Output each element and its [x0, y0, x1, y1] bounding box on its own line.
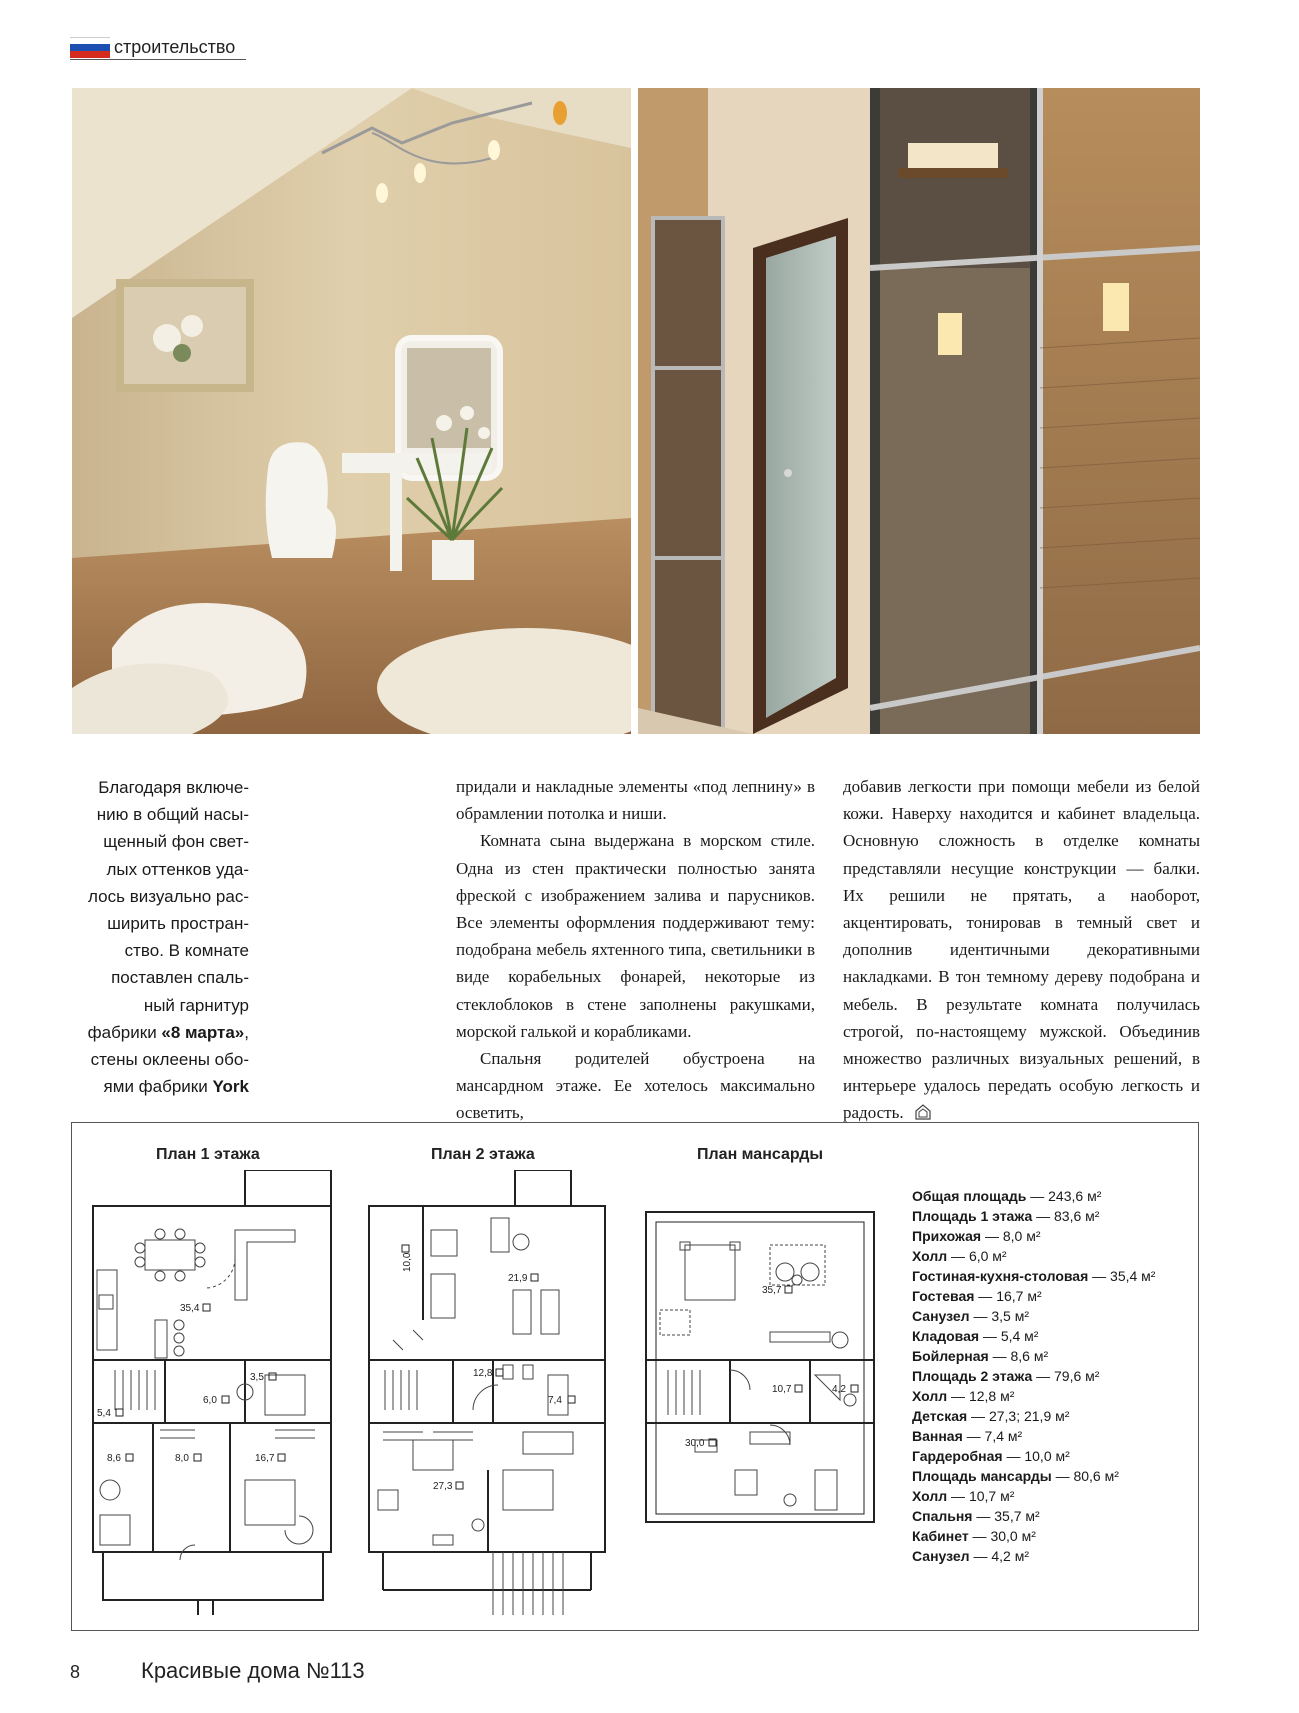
spec-line [912, 1326, 1197, 1346]
spec-value: 6,0 м² [968, 1248, 1007, 1264]
spec-line [912, 1346, 1197, 1366]
spec-line [912, 1506, 1197, 1526]
spec-value: 35,4 м² [1110, 1268, 1156, 1284]
caption-line: лых оттенков уда- [106, 859, 249, 879]
room-label: 16,7 [255, 1453, 275, 1464]
caption-line: лось визуально рас- [88, 886, 249, 906]
room-label: 6,0 [203, 1395, 217, 1406]
spec-value: 10,7 м² [968, 1488, 1015, 1504]
spec-line [912, 1526, 1197, 1546]
spec-separator: — [947, 1388, 969, 1404]
spec-value: 3,5 м² [991, 1308, 1030, 1324]
spec-line [912, 1386, 1197, 1406]
spec-value: 80,6 м² [1073, 1468, 1119, 1484]
room-label: 7,4 [548, 1395, 562, 1406]
room-label: 8,6 [107, 1453, 121, 1464]
spec-separator: — [972, 1508, 995, 1524]
spec-value: 243,6 м² [1048, 1188, 1102, 1204]
caption-line: поставлен спаль- [111, 968, 249, 988]
spec-name: Ванная [912, 1428, 963, 1444]
plan-title-floor-2: План 2 этажа [431, 1146, 535, 1163]
spec-line [912, 1446, 1197, 1466]
spec-name: Площадь 1 этажа [912, 1208, 1033, 1224]
spec-value: 7,4 м² [984, 1428, 1023, 1444]
spec-separator: — [1032, 1368, 1055, 1384]
spec-line [912, 1466, 1197, 1486]
caption-text: , [244, 1022, 249, 1042]
room-label: 30,0 [685, 1438, 705, 1449]
caption-line [72, 1073, 249, 1100]
room-label: 27,3 [433, 1481, 453, 1492]
area-specs-list [912, 1186, 1197, 1566]
spec-name: Общая площадь [912, 1188, 1027, 1204]
spec-name: Холл [912, 1248, 948, 1264]
spec-separator: — [969, 1308, 992, 1324]
spec-separator: — [981, 1228, 1003, 1244]
spec-line [912, 1486, 1197, 1506]
spec-separator: — [947, 1248, 969, 1264]
house-end-icon [914, 1103, 932, 1121]
spec-separator: — [1088, 1268, 1111, 1284]
header-divider [70, 59, 246, 60]
spec-value: 4,2 м² [991, 1548, 1030, 1564]
brand-name: York [212, 1077, 249, 1097]
caption-line [72, 1019, 249, 1046]
caption-line: нию в общий насы- [96, 805, 249, 825]
section-header [70, 36, 235, 58]
article-column-middle [456, 773, 815, 1127]
room-label: 8,0 [175, 1453, 189, 1464]
spec-value: 16,7 м² [996, 1288, 1042, 1304]
photo-attic-bedroom [72, 88, 631, 734]
spec-line [912, 1286, 1197, 1306]
article-paragraph [843, 773, 1200, 1127]
room-label: 35,4 [180, 1303, 200, 1314]
room-label: 4,2 [832, 1384, 846, 1395]
caption-line: ный гарнитур [143, 995, 249, 1015]
article-text: добавив легкости при помощи мебели из белой кожи. Наверху находится и кабинет владельца. Основную сложность в отделке комнаты представляли несущие конструкции — балки. Их решили не прятать, а наоборот, акцентировать, тонировав в темный свет и дополнив идентичными декоративными накладками. В тон темному дереву подобрана и мебель. В результате комната получилась строгой, по-настоящему мужской. Объединив множество различных визуальных решений, в интерьере удалось передать особую легкость и радость. [843, 777, 1200, 1123]
room-label: 10,0 [402, 1252, 413, 1272]
spec-separator: — [1051, 1468, 1074, 1484]
spec-name: Холл [912, 1488, 948, 1504]
spec-separator: — [962, 1428, 985, 1444]
spec-name: Кабинет [912, 1528, 969, 1544]
spec-name: Санузел [912, 1308, 970, 1324]
spec-separator: — [974, 1288, 997, 1304]
spec-name: Гостиная-кухня-столовая [912, 1268, 1089, 1284]
caption-line: щенный фон свет- [103, 832, 249, 852]
magazine-title: Красивые дома №113 [141, 1658, 365, 1683]
plan-title-attic: План мансарды [697, 1146, 824, 1163]
spec-separator: — [979, 1328, 1001, 1344]
spec-separator: — [988, 1348, 1011, 1364]
spec-name: Санузел [912, 1548, 970, 1564]
spec-line [912, 1206, 1197, 1226]
spec-value: 30,0 м² [990, 1528, 1036, 1544]
spec-value: 27,3; 21,9 м² [988, 1408, 1070, 1424]
spec-line [912, 1226, 1197, 1246]
spec-value: 10,0 м² [1024, 1448, 1070, 1464]
spec-value: 12,8 м² [968, 1388, 1015, 1404]
floor-plan-attic [640, 1170, 885, 1615]
spec-name: Гостевая [912, 1288, 975, 1304]
caption-text: фабрики [87, 1022, 162, 1042]
room-label: 12,8 [473, 1368, 493, 1379]
spec-separator: — [968, 1528, 991, 1544]
spec-line [912, 1366, 1197, 1386]
plan-title-floor-1: План 1 этажа [156, 1146, 260, 1163]
spec-line [912, 1406, 1197, 1426]
spec-name: Холл [912, 1388, 948, 1404]
page-number: 8 [70, 1662, 81, 1682]
article-paragraph: придали и накладные элементы «под лепнину» в обрамлении потолка и ниши. [456, 777, 815, 824]
russian-flag-icon [70, 37, 110, 58]
brand-name: «8 марта» [161, 1022, 245, 1042]
spec-name: Площадь мансарды [912, 1468, 1052, 1484]
article-paragraph: Комната сына выдержана в морском стиле. Одна из стен практически полностью занята фреской с изображением залива и парусников. Все элементы оформления поддерживают тему: подобрана мебель яхтенного типа, светильники в виде корабельных фонарей, некоторые из стеклоблоков в стене заполнены ракушками, морской галькой и корабликами. [456, 831, 815, 1041]
spec-value: 5,4 м² [1000, 1328, 1039, 1344]
caption-line: ство. В комнате [124, 941, 249, 961]
room-label: 5,4 [97, 1408, 111, 1419]
spec-value: 83,6 м² [1054, 1208, 1100, 1224]
spec-separator: — [1032, 1208, 1055, 1224]
spec-name: Площадь 2 этажа [912, 1368, 1033, 1384]
spec-value: 79,6 м² [1054, 1368, 1100, 1384]
article-column-right [843, 773, 1200, 1127]
spec-value: 35,7 м² [994, 1508, 1040, 1524]
spec-line [912, 1246, 1197, 1266]
spec-separator: — [969, 1548, 992, 1564]
caption-line: Благодаря включе- [98, 778, 249, 797]
spec-line [912, 1186, 1197, 1206]
spec-value: 8,0 м² [1002, 1228, 1041, 1244]
caption-line: стены оклеены обо- [90, 1050, 249, 1070]
floor-plan-1 [85, 1170, 340, 1615]
spec-line [912, 1546, 1197, 1566]
spec-line [912, 1306, 1197, 1326]
spec-separator: — [1026, 1188, 1049, 1204]
spec-value: 8,6 м² [1010, 1348, 1049, 1364]
floor-plan-2 [363, 1170, 613, 1615]
spec-name: Кладовая [912, 1328, 980, 1344]
caption-text: ями фабрики [103, 1077, 213, 1097]
room-label: 3,5 [250, 1372, 264, 1383]
spec-name: Прихожая [912, 1228, 982, 1244]
caption-line: ширить простран- [107, 914, 249, 934]
room-label: 10,7 [772, 1384, 792, 1395]
photo-caption [72, 774, 249, 1100]
room-label: 35,7 [762, 1285, 782, 1296]
spec-name: Гардеробная [912, 1448, 1003, 1464]
photo-hallway [638, 88, 1200, 734]
spec-separator: — [947, 1488, 969, 1504]
spec-separator: — [967, 1408, 989, 1424]
spec-name: Бойлерная [912, 1348, 989, 1364]
spec-line [912, 1426, 1197, 1446]
spec-line [912, 1266, 1197, 1286]
spec-name: Детская [912, 1408, 968, 1424]
section-label: строительство [114, 37, 236, 57]
article-paragraph: Спальня родителей обустроена на мансардном этаже. Ее хотелось максимально осветить, [456, 1049, 815, 1123]
spec-name: Спальня [912, 1508, 973, 1524]
spec-separator: — [1002, 1448, 1025, 1464]
room-label: 21,9 [508, 1273, 528, 1284]
